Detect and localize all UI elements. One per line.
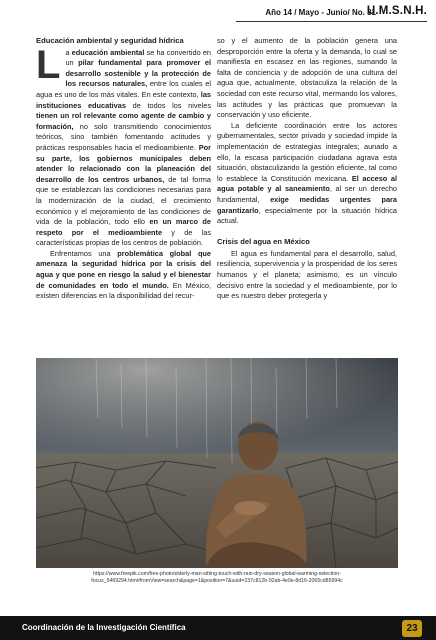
dropcap: L <box>36 42 61 87</box>
right-column <box>217 36 397 302</box>
paragraph-coordination: La deficiente coordinación entre los actores gubernamentales, sector privado y sociedad impide la implementación de estrategias integrales; aunado a ello, la escasa participación ciudadana agrava esta situación, obstaculizando la gestión eficiente, tal como lo establece la Constitución mexicana. El acceso al agua potable y al saneamiento, al ser un derecho fundamental, exige medidas urgentes para garantizarlo, especialmente por la situación hídrica actual. <box>217 120 398 226</box>
paragraph-global-problem: Enfrentamos una problemática global que amenaza la seguridad hídrica por la crisis del agua y que pone en riesgo la salud y el bienestar de comunidades en todo el mundo. En México, existen diferencias en la disponibilidad del recur- <box>36 248 211 301</box>
header-brand: U.M.S.N.H. <box>366 5 427 17</box>
photo-caption[interactable]: https://www.freepik.com/free-photo/elderly-man-sitting-touch-with-rain-dry-season-global-warming-selection-focus_5469294.htm#fromView=search&page=1&position=7&uuid=237c812b-92ab-4e0e-8d16-2065cd85994c <box>91 571 343 584</box>
left-column <box>36 36 211 302</box>
article-photo <box>36 358 398 568</box>
paragraph-crisis: El agua es fundamental para el desarrollo, salud, resiliencia, supervivencia y la prosperidad de los seres humanos y el planeta; asimismo, es un vínculo decisivo entre la sociedad y el medioambiente, por lo que es nuestro deber protegerla y <box>217 248 397 301</box>
page-number-badge: 23 <box>402 620 422 637</box>
paragraph-education: La educación ambiental se ha convertido en un pilar fundamental para promover el desarrollo sostenible y la protección de los recursos naturales, entre los cuales el agua es uno de los más vitales. En este contexto, las instituciones educativas de todos los niveles tienen un rol relevante como agente de cambio y formación, no solo transmitiendo conocimientos teóricos, sino también fomentando actitudes y prácticas responsables hacia el medioambiente. Por su parte, los gobiernos municipales deben atender lo relacionado con la planeación del desarrollo de los centros urbanos, de tal forma que se establezcan las condiciones necesarias para la modernización de la ciudad, el crecimiento económico y el mejoramiento de las condiciones de vida de la población, todo ello en un marco de respeto por el medioambiente y de las características propias de los centros de población. <box>36 42 212 248</box>
paragraph-continuation: so y el aumento de la población genera una desproporción entre la oferta y la demanda, lo cual se manifiesta en escasez en las regiones, sumando la falta de conciencia y de adopción de una cultura del agua que, actualmente, obstaculiza la relación de la sociedad con este recurso vital, mermando los valores, las actitudes y las prácticas que promuevan la conservación y uso eficiente. <box>217 36 397 120</box>
header-issue: Año 14 / Mayo - Junio/ No. 81 <box>265 8 376 17</box>
section-heading-education: Educación ambiental y seguridad hídrica <box>36 36 184 45</box>
section-heading-crisis: Crisis del agua en México <box>217 237 310 247</box>
header-rule <box>236 21 427 22</box>
footer-text: Coordinación de la Investigación Científica <box>22 623 186 632</box>
